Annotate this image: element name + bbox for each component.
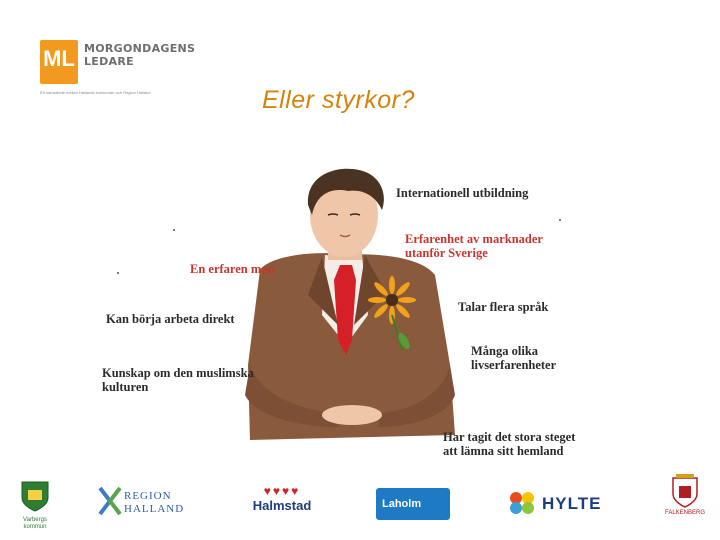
label-erfarenhet-marknader bbox=[405, 232, 543, 260]
region-line1: REGION bbox=[124, 490, 172, 502]
halmstad-name: Halmstad bbox=[252, 498, 312, 513]
varberg-logo bbox=[18, 480, 52, 528]
falkenberg-shield-icon bbox=[670, 474, 700, 508]
label-kunskap-line1: Kunskap om den muslimska bbox=[102, 366, 254, 380]
partner-logos bbox=[0, 472, 720, 540]
label-kunskap-kultur bbox=[102, 366, 254, 394]
varberg-name: Varbergs kommun bbox=[23, 517, 47, 530]
hylte-name: HYLTE bbox=[542, 494, 602, 513]
halmstad-logo bbox=[248, 484, 316, 524]
label-erfaren-man: En erfaren man bbox=[190, 262, 275, 276]
slide-title: Eller styrkor? bbox=[262, 86, 415, 114]
hylte-logo bbox=[508, 490, 600, 518]
label-livserf-line2: livserfarenheter bbox=[471, 358, 557, 372]
laholm-logo bbox=[376, 488, 450, 520]
label-stora-steget bbox=[443, 430, 575, 458]
label-steget-line1: Har tagit det stora steget bbox=[443, 430, 576, 444]
region-halland-name bbox=[124, 490, 184, 516]
logo-tagline: Ett samarbete mellan Hallands kommuner och Region Halland bbox=[40, 90, 151, 95]
region-line2: HALLAND bbox=[124, 503, 185, 515]
halmstad-hearts-icon: ♥♥♥♥ bbox=[263, 484, 301, 498]
label-erfarenhet-line2: utanför Sverige bbox=[405, 246, 488, 260]
hylte-pinwheel-icon bbox=[508, 490, 538, 516]
falkenberg-logo bbox=[660, 474, 710, 530]
logo-name bbox=[84, 42, 195, 68]
region-halland-logo bbox=[98, 486, 198, 522]
logo-name-line2: LEDARE bbox=[84, 55, 134, 68]
label-kunskap-line2: kulturen bbox=[102, 380, 149, 394]
label-livserfarenheter bbox=[471, 344, 556, 372]
ml-logo-mark: ML bbox=[40, 40, 78, 84]
varberg-shield-icon bbox=[18, 480, 52, 512]
laholm-name: Laholm bbox=[382, 498, 422, 510]
label-erfarenhet-line1: Erfarenhet av marknader bbox=[405, 232, 543, 246]
label-talar-flera-sprak: Talar flera språk bbox=[458, 300, 549, 314]
morgondagens-ledare-logo bbox=[40, 40, 196, 100]
falkenberg-name: FALKENBERG bbox=[664, 510, 705, 516]
label-internationell-utbildning: Internationell utbildning bbox=[396, 186, 529, 200]
label-livserf-line1: Många olika bbox=[471, 344, 539, 358]
label-steget-line2: att lämna sitt hemland bbox=[443, 444, 564, 458]
logo-name-line1: MORGONDAGENS bbox=[84, 42, 196, 55]
region-halland-icon bbox=[98, 486, 122, 516]
label-kan-borja-arbeta: Kan börja arbeta direkt bbox=[106, 312, 235, 326]
